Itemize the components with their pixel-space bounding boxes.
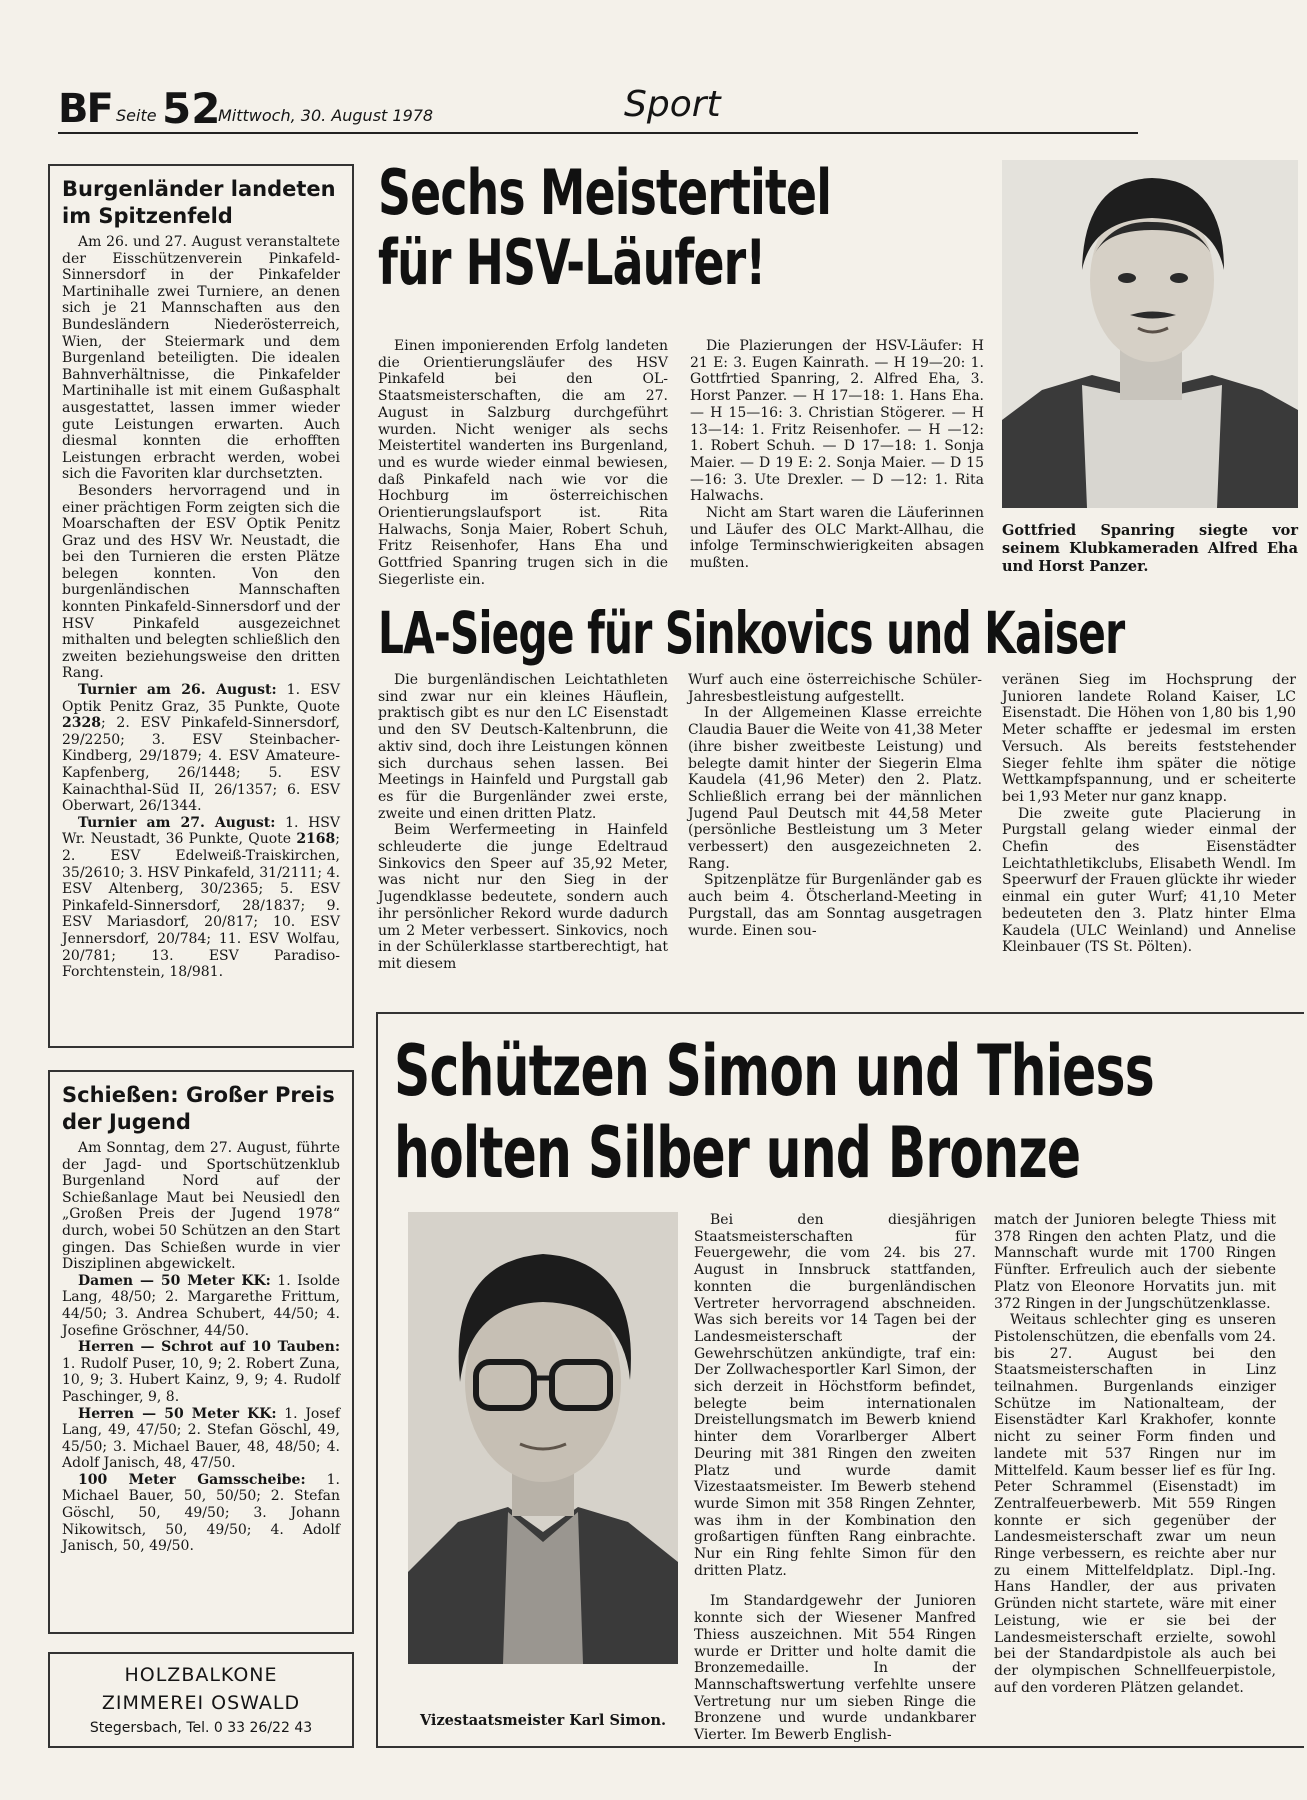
paragraph — [690, 338, 984, 505]
paragraph: Wurf auch eine österreichische Schüler-Jahresbestleistung aufgestellt. — [688, 672, 982, 705]
results-heading: Herren — Schrot auf 10 Tauben: — [78, 1339, 340, 1356]
photo-caption: Gottfried Spanring siegte vor seinem Klubkameraden Alfred Eha und Horst Panzer. — [1002, 522, 1298, 575]
paragraph: Die burgenländischen Leichtathleten sind zwar nur ein kleines Häuflein, praktisch gibt es nur den LC Eisenstadt und den SV Deutsch-Kaltenbrunn, die aktiv sind, doch ihre Leistungen können sich durchaus sehen lassen. Bei Meetings in Hainfeld und Purgstall gab es für die Burgenländer zwei erste, zweite und einen dritten Platz. — [378, 672, 668, 822]
article3-column-1 — [694, 1212, 976, 1744]
paragraph: In der Allgemeinen Klasse erreichte Claudia Bauer die Weite von 41,38 Meter (ihre bisher zweitbeste Leistung) und belegte damit hinter der Siegerin Elma Kaudela (41,96 Meter) den 2. Platz. Schließlich errang bei der männlichen Jugend Paul Deutsch mit 44,58 Meter (persönliche Bestleistung um 3 Meter verbessert) den ausgezeichneten 2. Rang. — [688, 705, 982, 872]
results-text: ; 2. ESV Edelweiß-Traiskirchen, 35/2610; 3. HSV Pinkafeld, 31/2111; 4. ESV Altenberg, 30/2365; 5. ESV Pinkafeld-Sinnersdorf, 28/1837; 9. ESV Mariasdorf, 20/817; 10. ESV Jennersdorf, 20/784; 11. ESV Wolfau, 20/781; 13. ESV Paradiso-Forchtenstein, 18/981. — [62, 831, 340, 981]
article3-column-2 — [994, 1212, 1276, 1696]
portrait-illustration — [408, 1212, 678, 1664]
article1-column-2 — [690, 338, 984, 572]
section-title: Sport — [624, 84, 721, 125]
results-heading: Herren — 50 Meter KK: — [78, 1405, 277, 1422]
photo-gottfried-spanring — [1002, 160, 1298, 508]
paragraph: veränen Sieg im Hochsprung der Junioren landete Roland Kaiser, LC Eisenstadt. Die Höhen von 1,80 bis 1,90 Meter schaffte er jedesmal im ersten Versuch. Als bereits feststehender Sieger fehlte ihm später die nötige Wettkampfspannung, und er scheiterte bei 1,93 Meter nur ganz knapp. — [1002, 672, 1296, 805]
article2-column-1 — [378, 672, 668, 973]
results-paragraph — [62, 682, 340, 815]
seite-label: Seite — [116, 106, 157, 125]
issue-date: Mittwoch, 30. August 1978 — [218, 106, 434, 125]
headline-schuetzen — [394, 1030, 1154, 1194]
article-title: Schießen: Großer Preis der Jugend — [62, 1083, 335, 1134]
paragraph: Nicht am Start waren die Läuferinnen und Läufer des OLC Markt-Allhau, die infolge Terminschwierigkeiten absagen mußten. — [690, 505, 984, 572]
article-schiessen-box — [48, 1070, 354, 1634]
paragraph: Einen imponierenden Erfolg landeten die Orientierungsläufer des HSV Pinkafeld bei den OL-Staatsmeisterschaften, die am 27. August in Salzburg durchgeführt wurden. Nicht weniger als sechs Meistertitel wanderten ins Burgenland, und es wurde wieder einmal bewiesen, daß Pinkafeld nach wie vor die Hochburg im österreichischen Orientierungslaufsport ist. Rita Halwachs, Sonja Maier, Robert Schuh, Fritz Reisenhofer, Hans Eha und Gottfried Spanring trugen sich in die Siegerliste ein. — [378, 338, 668, 588]
results-text: 1. ESV Optik Penitz Graz, 35 Punkte, Quote — [62, 682, 341, 715]
results-heading: Turnier am 26. August: — [78, 682, 277, 699]
headline-la-siege — [378, 600, 1124, 666]
results-paragraph — [62, 815, 340, 981]
paragraph: Am Sonntag, dem 27. August, führte der Jagd- und Sportschützenklub Burgenland Nord auf der Schießanlage Maut bei Neusiedl den „Großen Preis der Jugend 1978“ durch, wobei 50 Schützen an den Start gingen. Das Schießen wurde in vier Disziplinen abgewickelt. — [62, 1140, 340, 1273]
paragraph: Bei den diesjährigen Staatsmeisterschaften für Feuergewehr, die vom 24. bis 27. August in Innsbruck stattfanden, konnten die burgenländischen Vertreter hervorragend abschneiden. Was sich bereits vor 14 Tagen bei der Landesmeisterschaft der Gewehrschützen ankündigte, traf ein: Der Zollwachesportler Karl Simon, der sich derzeit in Höchstform befindet, belegte beim internationalen Dreistellungsmatch im Bewerb kniend hinter dem Vorarlberger Albert Deuring mit 381 Ringen den zweiten Platz und wurde damit Vizestaatsmeister. Im Bewerb stehend wurde Simon mit 358 Ringen Zehnter, was ihm in der Kombination den großartigen fünften Rang einbrachte. Nur ein Ring fehlte Simon für den dritten Platz. — [694, 1212, 976, 1579]
paragraph: Im Standardgewehr der Junioren konnte sich der Wiesener Manfred Thiess auszeichnen. Mit 554 Ringen wurde er Dritter und holte damit die Bronzemedaille. In der Mannschaftswertung verfehlte unsere Vertretung nur um sieben Ringe die Bronzene und wurde undankbarer Vierter. Im Bewerb English- — [694, 1593, 976, 1744]
article-title: Burgenländer landeten im Spitzenfeld — [62, 177, 336, 228]
paragraph: Weitaus schlechter ging es unseren Pistolenschützen, die ebenfalls vom 24. bis 27. August bei den Staatsmeisterschaften in Linz teilnahmen. Burgenlands einziger Schütze im Nationalteam, der Eisenstädter Karl Krakhofer, konnte nicht zu seiner Form finden und landete mit 537 Ringen nur im Mittelfeld. Kaum besser lief es für Ing. Peter Schrammel (Eisenstadt) im Zentralfeuerbewerb. Mit 559 Ringen konnte er sich gegenüber der Landesmeisterschaft zwar um neun Ringe verbessern, es reichte aber nur zu einem Mittelfeldplatz. Dipl.-Ing. Hans Handler, der aus privaten Gründen nicht startete, wäre mit einer Leistung, wie er sie bei der Landesmeisterschaft erzielte, sowohl bei der Standardpistole als auch bei der olympischen Schnellfeuerpistole, auf den vorderen Plätzen gelandet. — [994, 1312, 1276, 1696]
paragraph: Spitzenplätze für Burgenländer gab es auch beim 4. Ötscherland-Meeting in Purgstall, das am Sonntag ausgetragen wurde. Einen sou- — [688, 872, 982, 939]
results-paragraph — [62, 1339, 340, 1405]
results-quote: 2328 — [62, 715, 101, 732]
headline-line: für HSV-Läufer! — [378, 226, 766, 299]
article-burgenlaender-box — [48, 164, 354, 1048]
results-text: 1. HSV Wr. Neustadt, 36 Punkte, Quote — [62, 814, 341, 848]
results-paragraph — [62, 1406, 340, 1472]
results-text: 1. Michael Bauer, 50, 50/50; 2. Stefan Göschl, 50, 49/50; 3. Johann Nikowitsch, 50, 49/50; 4. Adolf Janisch, 50, 49/50. — [62, 1471, 341, 1555]
results-quote: 2168 — [296, 831, 336, 848]
portrait-illustration — [1002, 160, 1298, 508]
headline-line: Schützen Simon und Thiess — [394, 1030, 1154, 1112]
article2-column-3 — [1002, 672, 1296, 956]
masthead — [58, 82, 1138, 134]
page-number: 52 — [162, 84, 221, 133]
headline-line: Sechs Meistertitel — [378, 156, 832, 229]
advertisement — [48, 1652, 354, 1748]
article-body — [62, 234, 340, 981]
results-heading: Damen — 50 Meter KK: — [78, 1272, 271, 1289]
article-body — [62, 1140, 340, 1555]
headline-line: holten Silber und Bronze — [394, 1112, 1081, 1194]
headline-sechs-meistertitel — [378, 158, 831, 298]
results-intro: Die Plazierungen der HSV-Läufer: — [706, 338, 972, 354]
results-text: 1. Isolde Lang, 48/50; 2. Margarethe Frittum, 44/50; 3. Andrea Schubert, 44/50; 4. Josefine Gröschner, 44/50. — [62, 1272, 340, 1339]
results-text: 1. Rudolf Puser, 10, 9; 2. Robert Zuna, 10, 9; 3. Hubert Kainz, 9, 9; 4. Rudolf Paschinger, 9, 8. — [62, 1355, 340, 1405]
article2-column-2 — [688, 672, 982, 939]
ad-contact: Stegersbach, Tel. 0 33 26/22 43 — [89, 1720, 313, 1736]
paragraph: match der Junioren belegte Thiess mit 378 Ringen den achten Platz, und die Mannschaft wurde mit 1700 Ringen Fünfter. Erfreulich auch der siebente Platz von Eleonore Horvatits jun. mit 372 Ringen in der Jungschützenklasse. — [994, 1212, 1276, 1312]
results-paragraph — [62, 1472, 340, 1555]
paragraph: Am 26. und 27. August veranstaltete der Eisschützenverein Pinkafeld-Sinnersdorf in der Pinkafelder Martinihalle zwei Turniere, an denen sich je 21 Mannschaften aus den Bundesländern Niederösterreich, Wien, der Steiermark und dem Burgenland beteiligten. Die idealen Bahnverhältnisse, die Pinkafelder Martinihalle ist mit einem Gußasphalt ausgestattet, lassen immer wieder gute Leistungen erwarten. Auch diesmal konnten die erhofften Leistungen erbracht werden, wobei sich die Favoriten klar durchsetzten. — [62, 234, 340, 483]
results-heading: Turnier am 27. August: — [78, 814, 276, 831]
paragraph: Die zweite gute Placierung in Purgstall gelang wieder einmal der Chefin des Eisenstädter Leichtathletikclubs, Elisabeth Wendl. Im Speerwurf der Frauen glückte ihr wieder einmal ein guter Wurf; 41,10 Meter bedeuteten den 3. Platz hinter Elma Kaudela (ULC Weinland) und Annelise Kleinbauer (TS St. Pölten). — [1002, 805, 1296, 956]
headline-line: LA-Siege für Sinkovics und Kaiser — [378, 599, 1125, 667]
results-text: 1. Josef Lang, 49, 47/50; 2. Stefan Göschl, 49, 45/50; 3. Michael Bauer, 48, 48/50; 4. Adolf Janisch, 48, 47/50. — [62, 1405, 341, 1472]
paragraph: Beim Werfermeeting in Hainfeld schleuderte die junge Edeltraud Sinkovics den Speer auf 35,92 Meter, was nicht nur den Sieg in der Jugendklasse bedeutete, sondern auch ihr persönlicher Rekord wurde dadurch um 2 Meter verbessert. Sinkovics, noch in der Schülerklasse startberechtigt, hat mit diesem — [378, 822, 668, 972]
ad-company: ZIMMEREI OSWALD — [101, 1692, 301, 1714]
article1-column-1 — [378, 338, 668, 589]
newspaper-logo: BF — [58, 86, 112, 132]
photo-caption: Vizestaatsmeister Karl Simon. — [419, 1712, 667, 1729]
photo-karl-simon — [408, 1212, 678, 1664]
ad-headline: HOLZBALKONE — [124, 1664, 278, 1686]
results-text: ; 2. ESV Pinkafeld-Sinnersdorf, 29/2250; 3. ESV Steinbacher-Kindberg, 29/1879; 4. ESV Amateure-Kapfenberg, 26/1448; 5. ESV Kainachthal-Süd II, 26/1357; 6. ESV Oberwart, 26/1344. — [62, 715, 340, 815]
paragraph: Besonders hervorragend und in einer prächtigen Form zeigten sich die Moarschaften der ESV Optik Penitz Graz und des HSV Wr. Neustadt, die bei den Turnieren die ersten Plätze belegen konnten. Von den burgenländischen Mannschaften konnten Pinkafeld-Sinnersdorf und der HSV Pinkafeld ausgezeichnet mithalten und belegten schließlich den zweiten beziehungsweise den dritten Rang. — [62, 482, 340, 682]
results-heading: 100 Meter Gamsscheibe: — [78, 1471, 306, 1488]
results-list: H 21 E: 3. Eugen Kainrath. — H 19—20: 1. Gottfrtied Spanring, 2. Alfred Eha, 3. Horst Panzer. — H 17—18: 1. Hans Eha. — H 15—16: 3. Christian Stögerer. — H 13—14: 1. Fritz Reisenhofer. — H —12: 1. Robert Schuh. — D 17—18: 1. Sonja Maier. — D 19 E: 2. Sonja Maier. — D 15—16: 3. Ute Drexler. — D —12: 1. Rita Halwachs. — [690, 338, 984, 505]
results-paragraph — [62, 1273, 340, 1339]
